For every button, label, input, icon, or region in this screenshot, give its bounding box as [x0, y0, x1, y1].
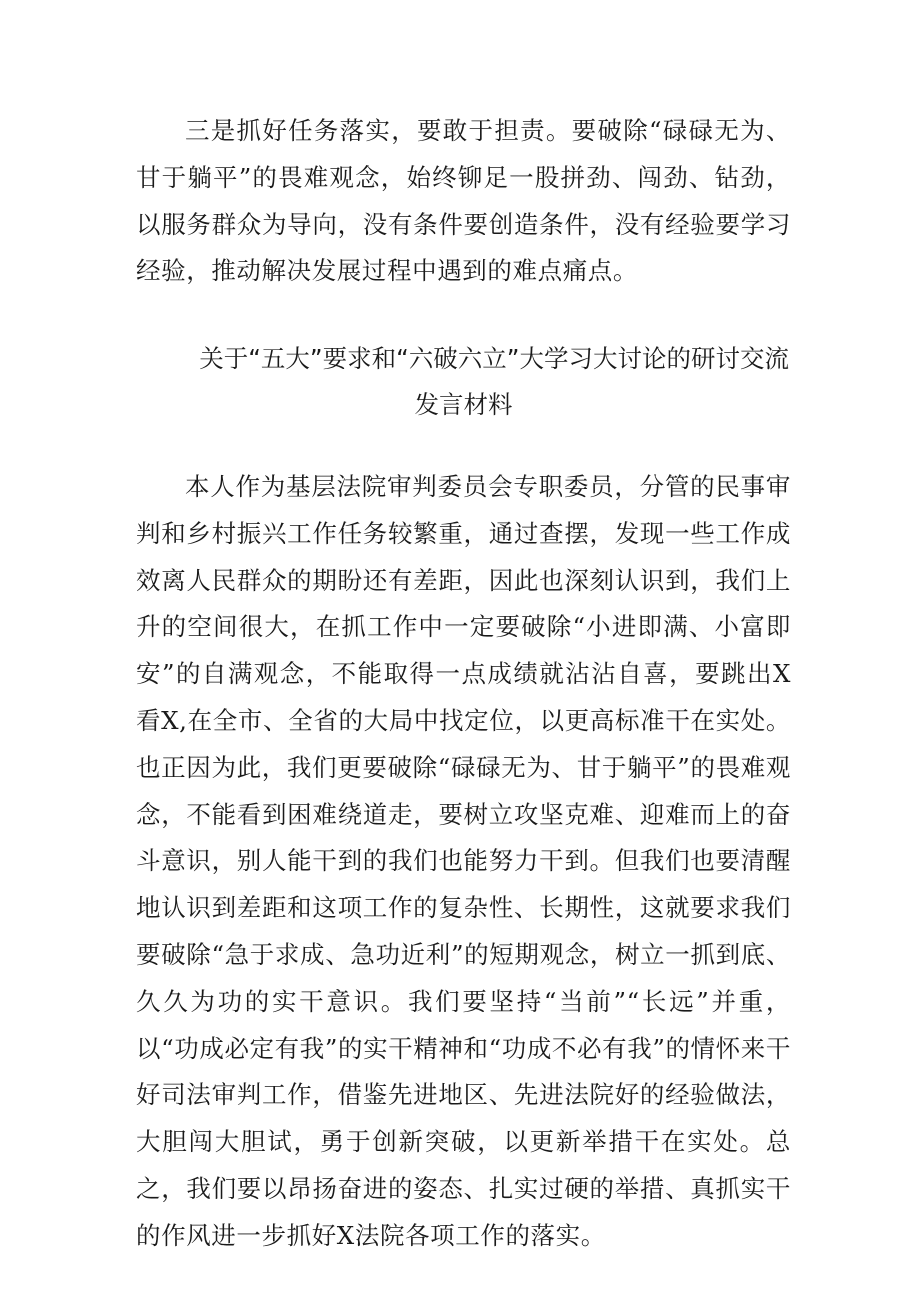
body-paragraph-2: 本人作为基层法院审判委员会专职委员，分管的民事审判和乡村振兴工作任务较繁重，通过查摆，发现一些工作成效离人民群众的期盼还有差距，因此也深刻认识到，我们上升的空间很大，在抓工作中一定要破除“小进即满、小富即安”的自满观念，不能取得一点成绩就沾沾自喜，要跳出X看X,在全市、全省的大局中找定位，以更高标准干在实处。也正因为此，我们更要破除“碌碌无为、甘于躺平”的畏难观念，不能看到困难绕道走，要树立攻坚克难、迎难而上的奋斗意识，别人能干到的我们也能努力干到。但我们也要清醒地认识到差距和这项工作的复杂性、长期性，这就要求我们要破除“急于求成、急功近利”的短期观念，树立一抓到底、久久为功的实干意识。我们要坚持“当前”“长远”并重，以“功成必定有我”的实干精神和“功成不必有我”的情怀来干好司法审判工作，借鉴先进地区、先进法院好的经验做法，大胆闯大胆试，勇于创新突破，以更新举措干在实处。总之，我们要以昂扬奋进的姿态、扎实过硬的举措、真抓实干的作风进一步抓好X法院各项工作的落实。 — [136, 472, 791, 1250]
title-line-1: 关于“五大”要求和“六破六立”大学习大讨论的研讨交流 — [199, 344, 789, 373]
body-paragraph-1: 三是抓好任务落实，要敢于担责。要破除“碌碌无为、甘于躺平”的畏难观念，始终铆足一股拼劲、闯劲、钻劲，以服务群众为导向，没有条件要创造条件，没有经验要学习经验，推动解决发展过程中遇到的难点痛点。 — [136, 116, 791, 286]
title-line-2: 发言材料 — [414, 390, 513, 419]
document-title — [136, 336, 791, 428]
